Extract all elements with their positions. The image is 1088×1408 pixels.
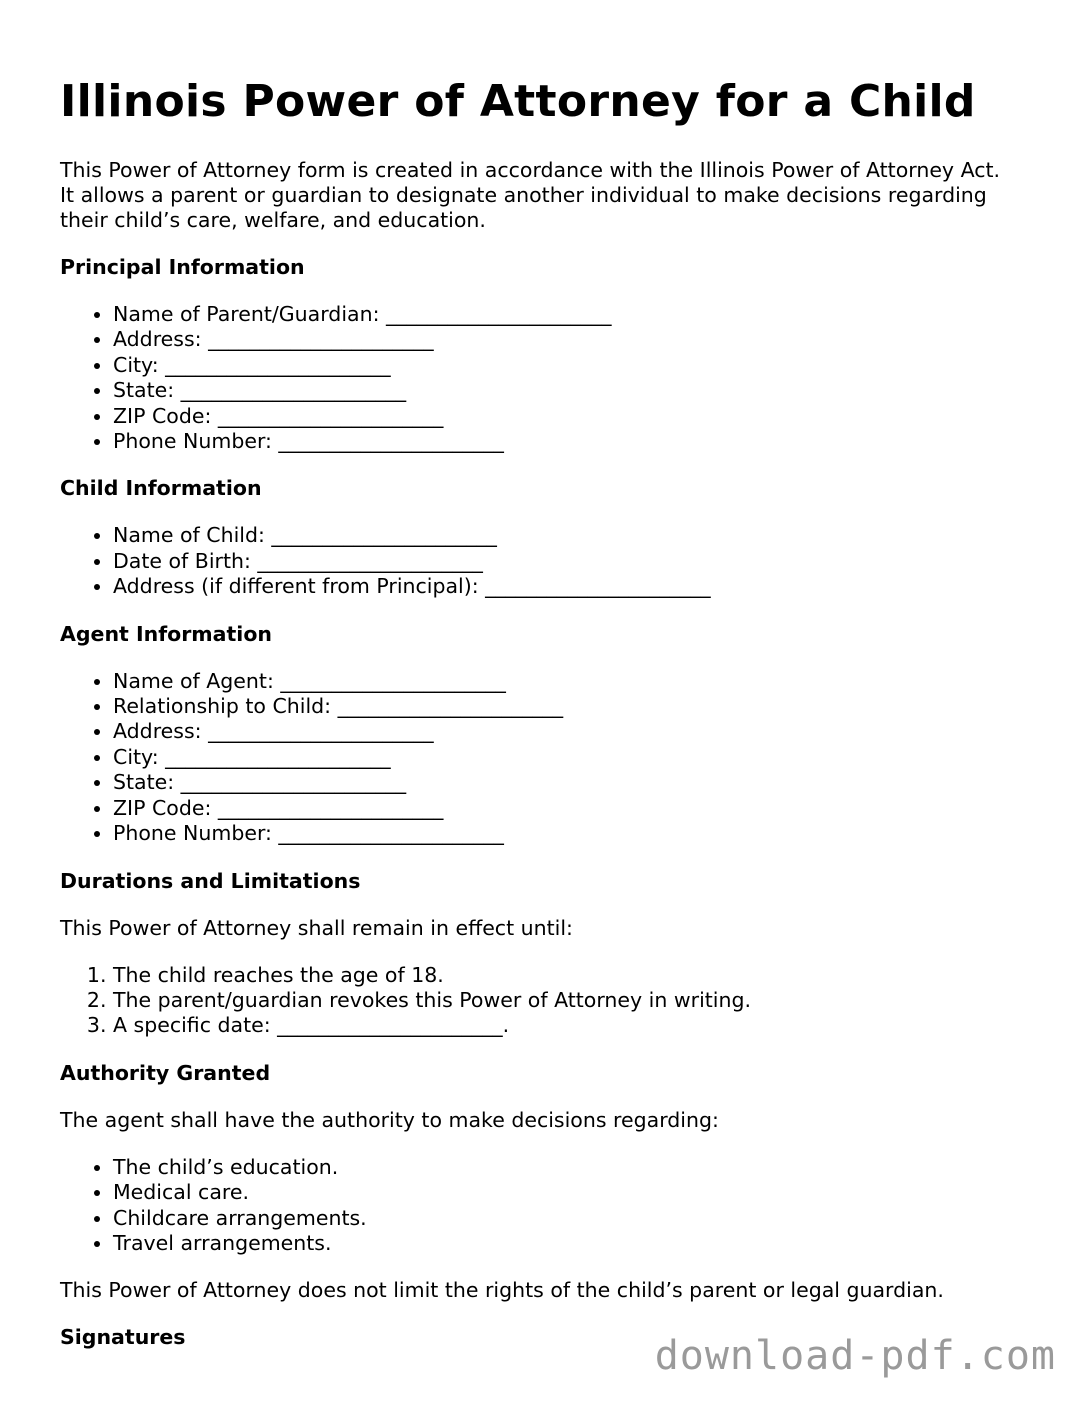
agent-address-field: • Address: ______________________ — [113, 719, 1050, 744]
agent-name-field: • Name of Agent: ______________________ — [113, 669, 1050, 694]
document-page — [60, 0, 1050, 1350]
authority-item-education: • The child’s education. — [113, 1155, 1050, 1180]
child-list — [60, 523, 1050, 599]
intro-paragraph: This Power of Attorney form is created in accordance with the Illinois Power of Attorney Act. It allows a parent or guardian to designate another individual to make decisions regarding their child’s care, welfare, and education. — [60, 158, 1001, 232]
principal-heading: Principal Information — [60, 255, 305, 279]
authority-item-medical: • Medical care. — [113, 1180, 1050, 1205]
agent-relationship-field: • Relationship to Child: ______________________ — [113, 694, 1050, 719]
agent-city-field: • City: ______________________ — [113, 745, 1050, 770]
document-title: Illinois Power of Attorney for a Child — [60, 76, 976, 127]
principal-name-field: • Name of Parent/Guardian: ______________________ — [113, 302, 1050, 327]
authority-note: This Power of Attorney does not limit the rights of the child’s parent or legal guardian. — [60, 1278, 944, 1303]
duration-text: This Power of Attorney shall remain in effect until: — [60, 915, 573, 940]
child-address-field: • Address (if different from Principal): ______________________ — [113, 574, 1050, 599]
principal-city-field: • City: ______________________ — [113, 353, 1050, 378]
duration-item-revoke: 2. The parent/guardian revokes this Power of Attorney in writing. — [113, 988, 1050, 1013]
agent-heading: Agent Information — [60, 621, 273, 646]
child-name-field: • Name of Child: ______________________ — [113, 523, 1050, 548]
duration-item-age: 1. The child reaches the age of 18. — [113, 963, 1050, 988]
authority-item-travel: • Travel arrangements. — [113, 1231, 1050, 1256]
authority-heading: Authority Granted — [60, 1060, 271, 1085]
signatures-heading: Signatures — [60, 1325, 186, 1350]
watermark: download-pdf.com — [654, 1333, 1056, 1379]
duration-item-date: 3. A specific date: ______________________. — [113, 1013, 1050, 1038]
principal-zip-field: • ZIP Code: ______________________ — [113, 404, 1050, 429]
child-dob-field: • Date of Birth: ______________________ — [113, 549, 1050, 574]
duration-heading: Durations and Limitations — [60, 868, 361, 893]
agent-zip-field: • ZIP Code: ______________________ — [113, 796, 1050, 821]
child-heading: Child Information — [60, 476, 262, 501]
principal-list — [60, 302, 1050, 454]
agent-list — [60, 669, 1050, 847]
agent-state-field: • State: ______________________ — [113, 770, 1050, 795]
principal-state-field: • State: ______________________ — [113, 378, 1050, 403]
authority-item-childcare: • Childcare arrangements. — [113, 1206, 1050, 1231]
agent-phone-field: • Phone Number: ______________________ — [113, 821, 1050, 846]
duration-list — [60, 963, 1050, 1039]
principal-phone-field: • Phone Number: ______________________ — [113, 429, 1050, 454]
authority-list — [60, 1155, 1050, 1257]
authority-text: The agent shall have the authority to make decisions regarding: — [60, 1107, 719, 1132]
principal-address-field: • Address: ______________________ — [113, 327, 1050, 352]
